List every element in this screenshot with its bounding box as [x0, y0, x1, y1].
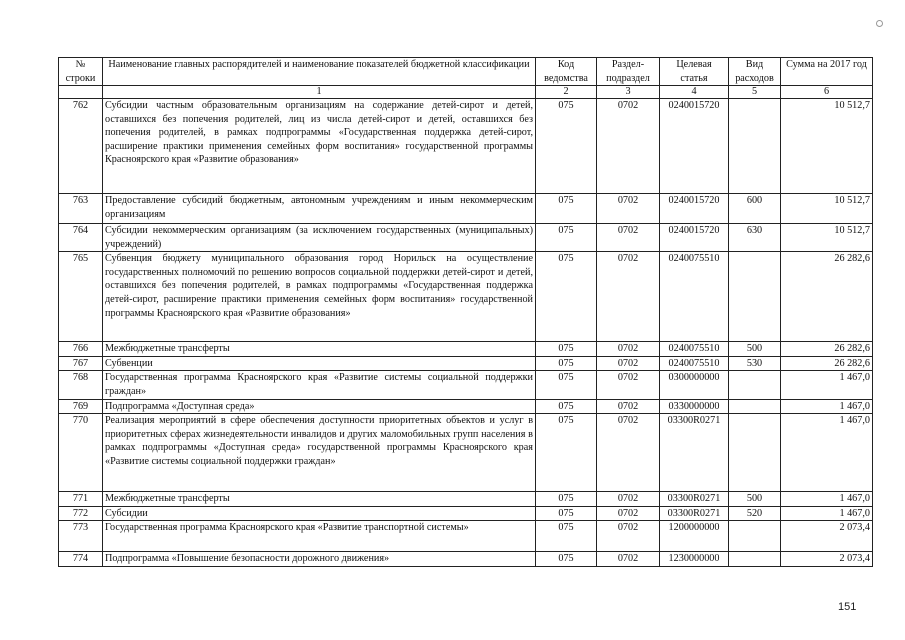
row-sum: 10 512,7	[781, 224, 873, 252]
header-sum: Сумма на 2017 год	[781, 58, 873, 86]
row-exp-type: 500	[729, 342, 781, 357]
row-exp-type	[729, 99, 781, 194]
page-number: 151	[838, 601, 857, 613]
row-name: Межбюджетные трансферты	[103, 492, 536, 507]
row-name: Субсидии частным образовательным организациям на содержание детей-сирот и детей, оставшихся без попечения родителей, лиц из числа детей-сирот и детей, оставшихся без попечения родителей, в рамках подпрограммы «Государственная поддержка детей-сирот, расширение практики применения семейных форм воспитания» государственной программы Красноярского края «Развитие образования»	[103, 99, 536, 194]
table-row	[59, 492, 873, 507]
table-row	[59, 399, 873, 414]
header-exp-type: Вид расходов	[729, 58, 781, 86]
table-row	[59, 342, 873, 357]
budget-table	[58, 57, 873, 567]
row-target: 0240015720	[660, 224, 729, 252]
header-name: Наименование главных распорядителей и наименование показателей бюджетной классификации	[103, 58, 536, 86]
row-target: 0330000000	[660, 399, 729, 414]
header-row	[59, 58, 873, 86]
row-sum: 26 282,6	[781, 342, 873, 357]
column-number: 2	[536, 86, 597, 99]
row-num: 774	[59, 552, 103, 567]
row-sum: 2 073,4	[781, 552, 873, 567]
row-section: 0702	[597, 224, 660, 252]
row-dept: 075	[536, 356, 597, 371]
row-num: 768	[59, 371, 103, 399]
row-target: 0240075510	[660, 356, 729, 371]
column-number: 3	[597, 86, 660, 99]
row-name: Государственная программа Красноярского края «Развитие транспортной системы»	[103, 521, 536, 552]
row-target: 1200000000	[660, 521, 729, 552]
row-num: 773	[59, 521, 103, 552]
row-target: 1230000000	[660, 552, 729, 567]
row-name: Государственная программа Красноярского края «Развитие системы социальной поддержки граждан»	[103, 371, 536, 399]
row-dept: 075	[536, 521, 597, 552]
row-dept: 075	[536, 371, 597, 399]
column-number-row	[59, 86, 873, 99]
table-row	[59, 194, 873, 224]
row-num: 771	[59, 492, 103, 507]
row-name: Подпрограмма «Доступная среда»	[103, 399, 536, 414]
row-num: 764	[59, 224, 103, 252]
row-dept: 075	[536, 342, 597, 357]
row-target: 03300R0271	[660, 492, 729, 507]
row-sum: 10 512,7	[781, 194, 873, 224]
row-sum: 26 282,6	[781, 356, 873, 371]
table-row	[59, 99, 873, 194]
column-number: 1	[103, 86, 536, 99]
row-section: 0702	[597, 521, 660, 552]
column-number: 6	[781, 86, 873, 99]
row-section: 0702	[597, 356, 660, 371]
table-row	[59, 552, 873, 567]
row-name: Субсидии	[103, 506, 536, 521]
row-sum: 1 467,0	[781, 414, 873, 492]
header-target: Целевая статья	[660, 58, 729, 86]
row-target: 0240075510	[660, 252, 729, 342]
table-row	[59, 224, 873, 252]
row-num: 763	[59, 194, 103, 224]
row-sum: 26 282,6	[781, 252, 873, 342]
row-exp-type: 500	[729, 492, 781, 507]
row-num: 765	[59, 252, 103, 342]
row-target: 0240015720	[660, 194, 729, 224]
row-name: Реализация мероприятий в сфере обеспечения доступности приоритетных объектов и услуг в приоритетных сферах жизнедеятельности инвалидов и других маломобильных групп населения в рамках подпрограммы «Доступная среда» государственной программы Красноярского края «Развитие системы социальной поддержки граждан»	[103, 414, 536, 492]
row-exp-type: 600	[729, 194, 781, 224]
row-dept: 075	[536, 194, 597, 224]
row-section: 0702	[597, 414, 660, 492]
column-number: 4	[660, 86, 729, 99]
row-section: 0702	[597, 552, 660, 567]
table-row	[59, 252, 873, 342]
row-exp-type	[729, 371, 781, 399]
table-row	[59, 506, 873, 521]
row-target: 0240075510	[660, 342, 729, 357]
row-dept: 075	[536, 492, 597, 507]
table-row	[59, 414, 873, 492]
header-num: № строки	[59, 58, 103, 86]
row-target: 0240015720	[660, 99, 729, 194]
column-number-blank	[59, 86, 103, 99]
row-num: 772	[59, 506, 103, 521]
row-dept: 075	[536, 506, 597, 521]
row-sum: 1 467,0	[781, 506, 873, 521]
table-row	[59, 356, 873, 371]
row-num: 762	[59, 99, 103, 194]
row-exp-type	[729, 552, 781, 567]
header-dept: Код ведомства	[536, 58, 597, 86]
row-target: 03300R0271	[660, 506, 729, 521]
row-name: Субсидии некоммерческим организациям (за исключением государственных (муниципальных) учреждений)	[103, 224, 536, 252]
row-sum: 10 512,7	[781, 99, 873, 194]
row-section: 0702	[597, 99, 660, 194]
row-section: 0702	[597, 342, 660, 357]
row-num: 766	[59, 342, 103, 357]
row-dept: 075	[536, 224, 597, 252]
row-exp-type: 520	[729, 506, 781, 521]
row-num: 767	[59, 356, 103, 371]
row-exp-type: 530	[729, 356, 781, 371]
column-number: 5	[729, 86, 781, 99]
row-exp-type	[729, 252, 781, 342]
row-dept: 075	[536, 414, 597, 492]
row-dept: 075	[536, 99, 597, 194]
row-exp-type	[729, 399, 781, 414]
row-dept: 075	[536, 399, 597, 414]
row-name: Субвенция бюджету муниципального образования город Норильск на осуществление государственных полномочий по решению вопросов социальной поддержки детей-сирот и детей, оставшихся без попечения родителей, в рамках подпрограммы «Государственная поддержка детей-сирот, расширение практики применения семейных форм воспитания» государственной программы Красноярского края «Развитие образования»	[103, 252, 536, 342]
row-num: 769	[59, 399, 103, 414]
row-section: 0702	[597, 371, 660, 399]
row-sum: 1 467,0	[781, 492, 873, 507]
row-sum: 2 073,4	[781, 521, 873, 552]
row-section: 0702	[597, 399, 660, 414]
row-exp-type: 630	[729, 224, 781, 252]
table-row	[59, 521, 873, 552]
row-name: Предоставление субсидий бюджетным, автономным учреждениям и иным некоммерческим организациям	[103, 194, 536, 224]
row-sum: 1 467,0	[781, 371, 873, 399]
row-dept: 075	[536, 252, 597, 342]
row-dept: 075	[536, 552, 597, 567]
table-row	[59, 371, 873, 399]
row-name: Межбюджетные трансферты	[103, 342, 536, 357]
row-name: Подпрограмма «Повышение безопасности дорожного движения»	[103, 552, 536, 567]
row-section: 0702	[597, 252, 660, 342]
row-exp-type	[729, 414, 781, 492]
row-target: 03300R0271	[660, 414, 729, 492]
header-section: Раздел-подраздел	[597, 58, 660, 86]
row-section: 0702	[597, 492, 660, 507]
row-section: 0702	[597, 506, 660, 521]
scan-corner-mark	[876, 20, 883, 27]
row-section: 0702	[597, 194, 660, 224]
row-name: Субвенции	[103, 356, 536, 371]
row-num: 770	[59, 414, 103, 492]
row-target: 0300000000	[660, 371, 729, 399]
row-sum: 1 467,0	[781, 399, 873, 414]
row-exp-type	[729, 521, 781, 552]
